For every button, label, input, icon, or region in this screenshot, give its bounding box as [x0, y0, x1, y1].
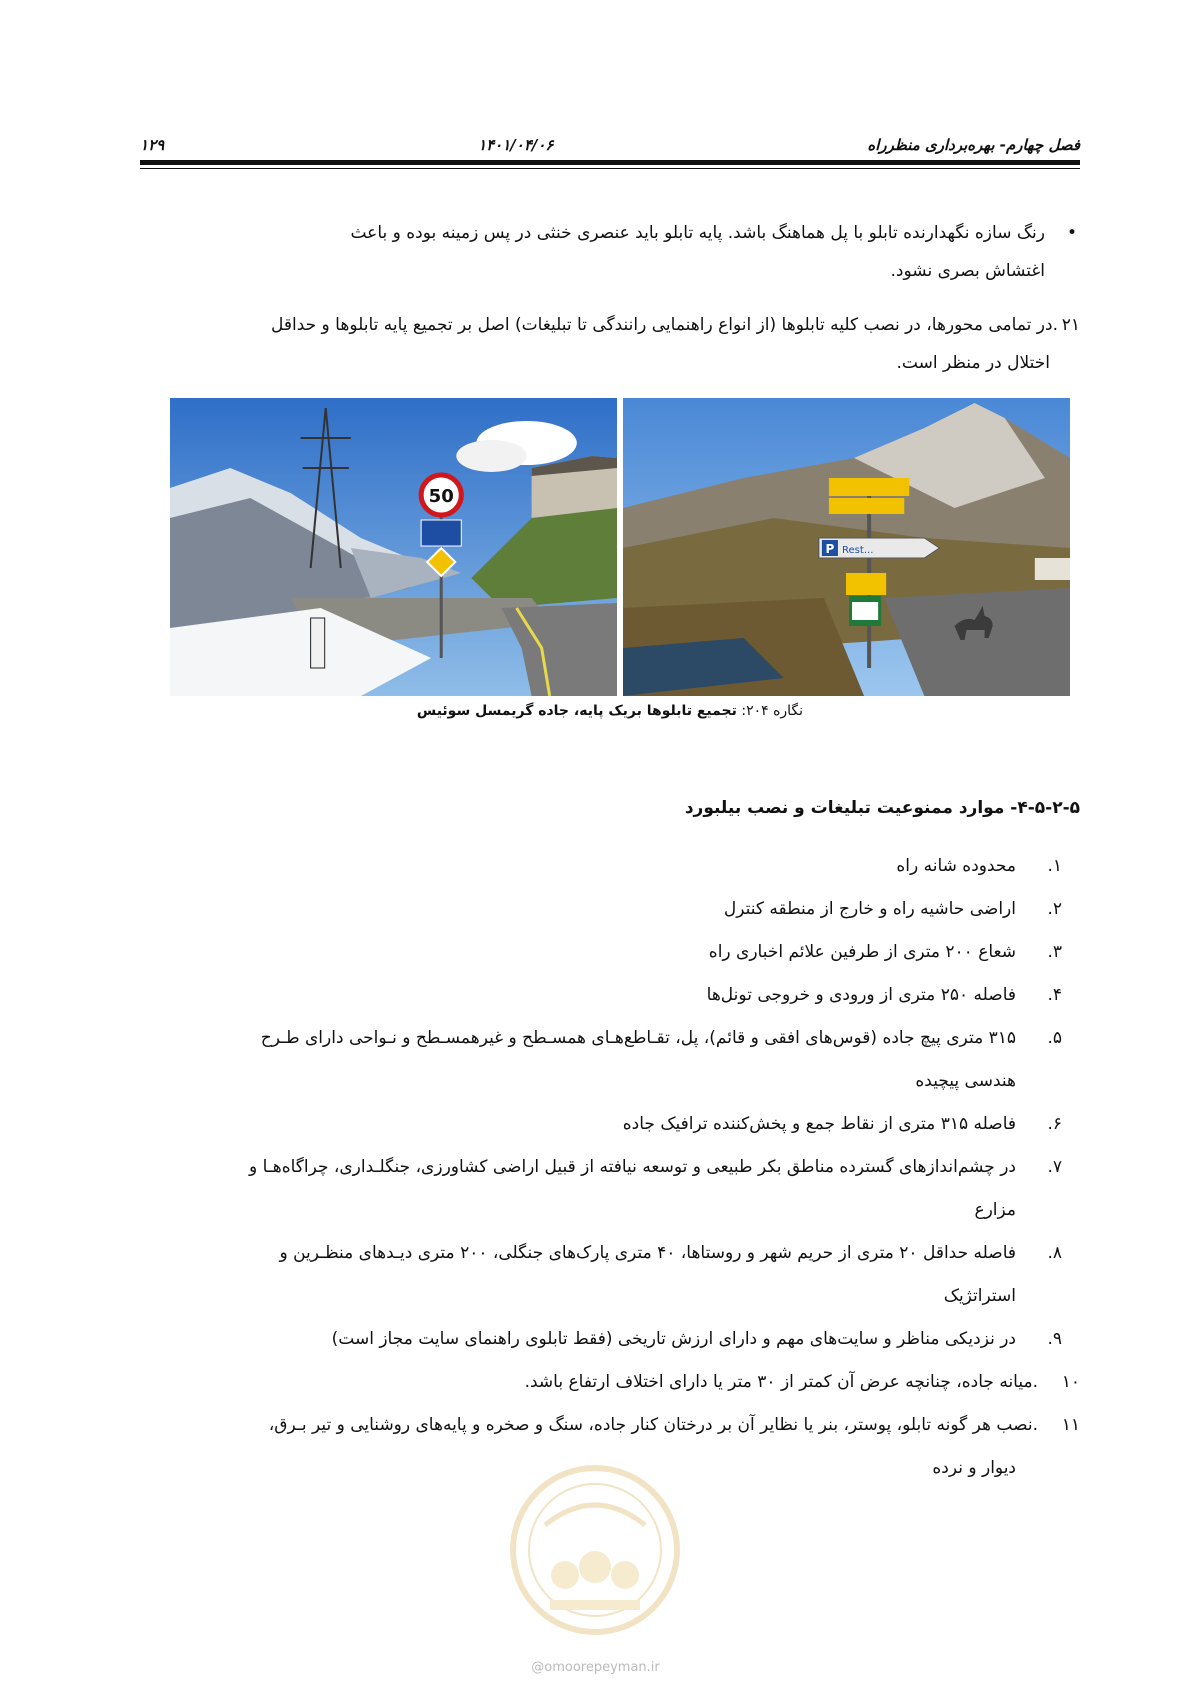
list-item — [145, 1232, 1080, 1318]
header-rule-thick — [140, 160, 1080, 165]
figure-photos — [170, 398, 1070, 696]
list-item-text: اراضی حاشیه راه و خارج از منطقه کنترل — [723, 899, 1016, 919]
speed-limit-text: 50 — [428, 486, 454, 507]
list-item-number: ۱۱ — [1061, 1415, 1080, 1435]
list-item-number: ۵. — [1047, 1028, 1062, 1048]
list-item — [145, 1146, 1080, 1232]
list-item — [145, 974, 1080, 1017]
item-21-number: ۲۱ — [1061, 315, 1080, 335]
list-item-number: ۱۰ — [1061, 1372, 1080, 1392]
bullet-line-2: اغتشاش بصری نشود. — [890, 261, 1045, 281]
list-item-text-cont: هندسی پیچیده — [915, 1071, 1016, 1091]
photo-right — [623, 398, 1070, 696]
item-21-line-2: اختلال در منظر است. — [896, 353, 1050, 373]
photo-left — [170, 398, 617, 696]
list-item — [145, 845, 1080, 888]
right-sign-text: Rest... — [841, 545, 874, 556]
list-item-number: ۳. — [1047, 942, 1062, 962]
figure-caption — [140, 703, 1080, 719]
bullet-dot-icon: • — [1066, 223, 1077, 243]
item-21-line-1: .در تمامی محورها، در نصب کلیه تابلوها (از انواع راهنمایی رانندگی تا تبلیغات) اصل بر تجمیع پایه تابلوها و حداقل — [271, 315, 1058, 335]
bullet-line-1: رنگ سازه نگهدارنده تابلو با پل هماهنگ باشد. پایه تابلو باید عنصری خنثی در پس زمینه بوده و باعث — [350, 223, 1045, 243]
list-item-number: ۱. — [1047, 856, 1062, 876]
prohibition-list — [145, 845, 1080, 1490]
page-number: ۱۲۹ — [140, 136, 165, 154]
item-21 — [140, 306, 1080, 382]
list-item — [145, 931, 1080, 974]
list-item-text: .میانه جاده، چنانچه عرض آن کمتر از ۳۰ متر یا دارای اختلاف ارتفاع باشد. — [524, 1372, 1038, 1392]
list-item-text: فاصله ۳۱۵ متری از نقاط جمع و پخش‌کننده ترافیک جاده — [622, 1114, 1016, 1134]
list-item — [145, 1017, 1080, 1103]
list-item — [145, 1318, 1080, 1361]
list-item-text: محدوده شانه راه — [896, 856, 1016, 876]
section-title: ۴-۵-۲-۵- موارد ممنوعیت تبلیغات و نصب بیلبورد — [684, 798, 1080, 818]
watermark-logo — [505, 1455, 685, 1645]
header-date: ۱۴۰۱/۰۴/۰۶ — [478, 136, 554, 154]
list-item-text: فاصله حداقل ۲۰ متری از حریم شهر و روستاها، ۴۰ متری پارک‌های جنگلی، ۲۰۰ متری دیـدهای منظـرین و — [279, 1243, 1016, 1263]
caption-text: تجمیع تابلوها بریک پایه، جاده گریمسل سوئیس — [416, 703, 737, 719]
list-item-text-cont: دیوار و نرده — [932, 1458, 1016, 1478]
bullet-paragraph — [140, 214, 1077, 290]
list-item — [145, 1361, 1080, 1404]
list-item-text: در چشم‌اندازهای گسترده مناطق بکر طبیعی و توسعه نیافته از قبیل اراضی کشاورزی، جنگلـداری، چراگاه‌هـا و — [248, 1157, 1016, 1177]
list-item-text: ۳۱۵ متری پیچ جاده (قوس‌های افقی و قائم)، پل، تقـاطع‌هـای همسـطح و غیرهمسـطح و نـواحی دارای طـرح — [260, 1028, 1016, 1048]
caption-prefix: نگاره ۲۰۴: — [741, 703, 804, 719]
list-item-text: .نصب هر گونه تابلو، پوستر، بنر یا نظایر آن بر درختان کنار جاده، سنگ و صخره و پایه‌های روشنایی و تیر بـرق، — [268, 1415, 1038, 1435]
list-item-number: ۸. — [1047, 1243, 1062, 1263]
list-item-number: ۴. — [1047, 985, 1062, 1005]
list-item-text: در نزدیکی مناظر و سایت‌های مهم و دارای ارزش تاریخی (فقط تابلوی راهنمای سایت مجاز است) — [331, 1329, 1016, 1349]
list-item-number: ۲. — [1047, 899, 1062, 919]
list-item-text: فاصله ۲۵۰ متری از ورودی و خروجی تونل‌ها — [706, 985, 1016, 1005]
footer-url: @omoorepeyman.ir — [531, 1660, 660, 1675]
list-item-text-cont: استراتژیک — [943, 1286, 1016, 1306]
list-item-number: ۹. — [1047, 1329, 1062, 1349]
page-header — [140, 128, 1080, 154]
list-item — [145, 1103, 1080, 1146]
list-item-text-cont: مزارع — [974, 1200, 1016, 1220]
header-rule-thin — [140, 168, 1080, 169]
list-item-text: شعاع ۲۰۰ متری از طرفین علائم اخباری راه — [708, 942, 1016, 962]
chapter-title: فصل چهارم- بهره‌برداری منظرراه — [867, 136, 1080, 154]
svg-text:P: P — [825, 542, 835, 556]
list-item-number: ۷. — [1047, 1157, 1062, 1177]
list-item — [145, 888, 1080, 931]
list-item-number: ۶. — [1047, 1114, 1062, 1134]
